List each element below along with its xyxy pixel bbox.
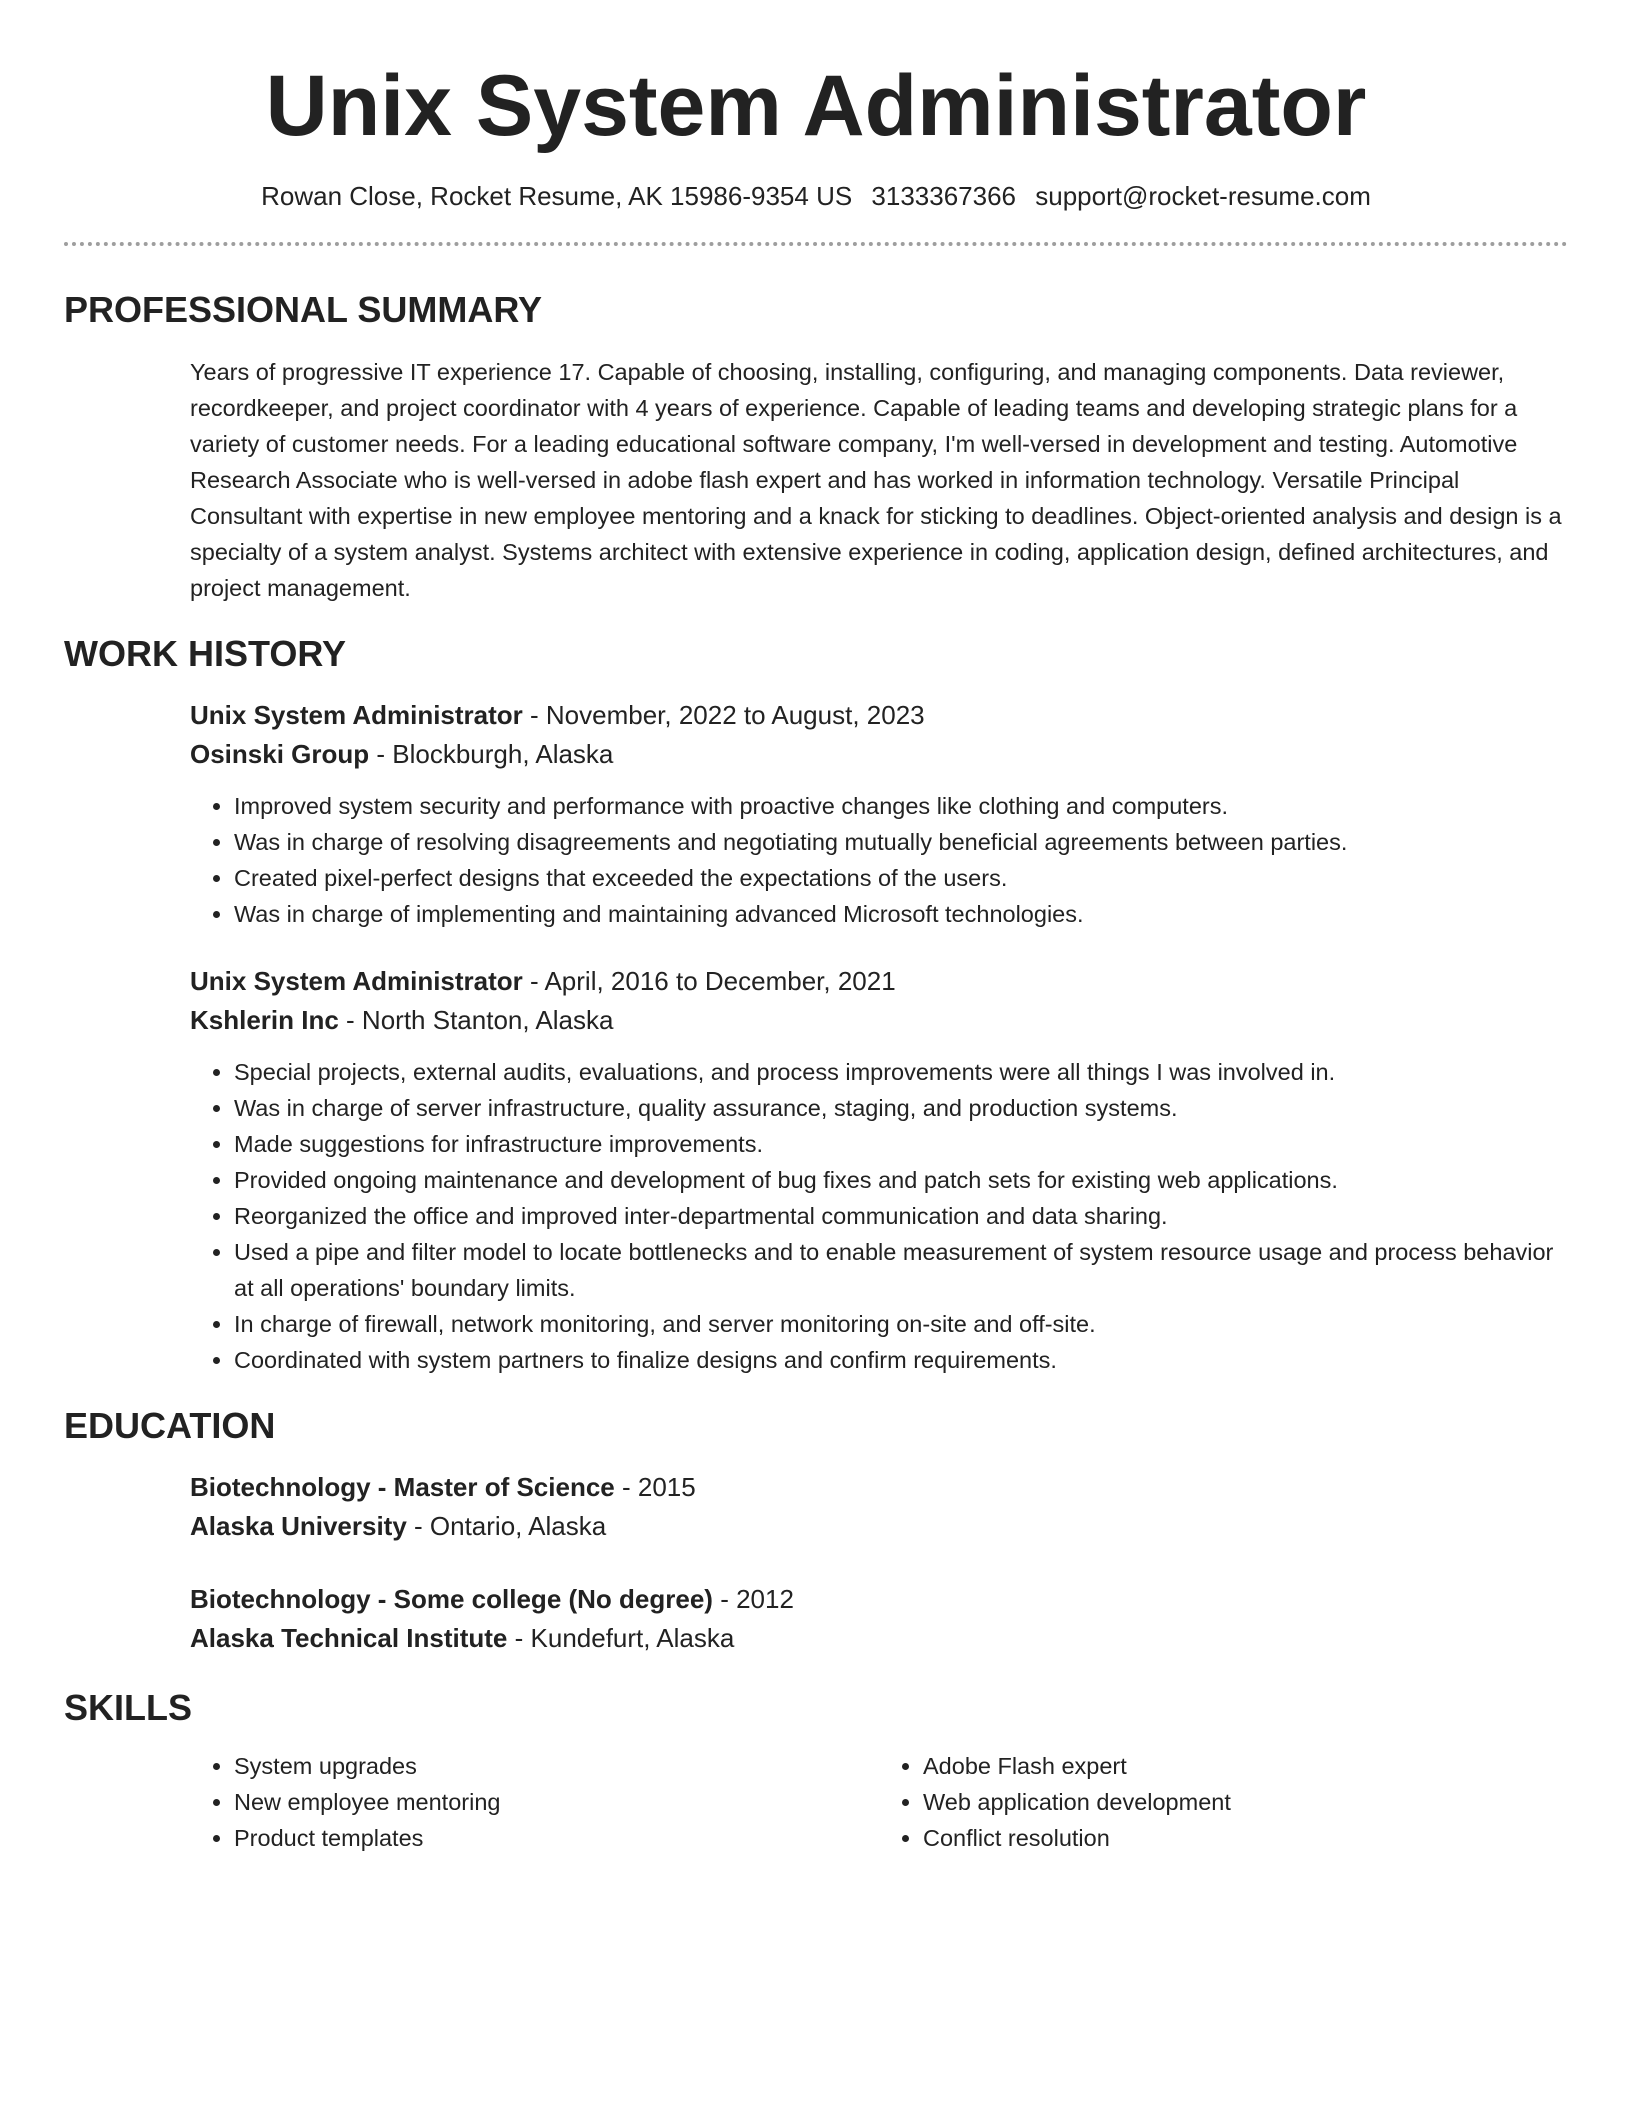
job-role: Unix System Administrator [190, 700, 523, 730]
job-dates: - April, 2016 to December, 2021 [522, 966, 896, 996]
summary-text: Years of progressive IT experience 17. Capable of choosing, installing, configuring, and managing components. Data reviewer, recordkeeper, and project coordinator with 4 years of experience. Capable of leading teams and developing strategic plans for a variety of customer needs. For a leading educational software company, I'm well-versed in development and testing. Automotive Research Associate who is well-versed in adobe flash expert and has worked in information technology. Versatile Principal Consultant with expertise in new employee mentoring and a knack for sticking to deadlines. Object-oriented analysis and design is a specialty of a system analyst. Systems architect with extensive experience in coding, application design, defined architectures, and project management. [190, 359, 1562, 601]
job-bullet: • Reorganized the office and improved inter-departmental communication and data sharing. [234, 1198, 1568, 1234]
summary-title: PROFESSIONAL SUMMARY [64, 289, 543, 330]
header-divider [64, 242, 1568, 246]
skill-item: • System upgrades [234, 1748, 879, 1784]
education-school-line [190, 1507, 1568, 1546]
contact-email: support@rocket-resume.com [1035, 181, 1371, 211]
education-title: EDUCATION [64, 1405, 276, 1446]
job-bullets [190, 1054, 1568, 1378]
job-role-line [190, 962, 1568, 1001]
job-bullet: • Provided ongoing maintenance and development of bug fixes and patch sets for existing web applications. [234, 1162, 1568, 1198]
education-location: - Kundefurt, Alaska [507, 1623, 735, 1653]
contact-address: Rowan Close, Rocket Resume, AK 15986-9354 US [261, 181, 853, 211]
job-bullet: • Was in charge of implementing and maintaining advanced Microsoft technologies. [234, 896, 1568, 932]
job-company: Osinski Group [190, 739, 370, 769]
work-history-title: WORK HISTORY [64, 633, 347, 674]
job-bullet: • Special projects, external audits, evaluations, and process improvements were all things I was involved in. [234, 1054, 1568, 1090]
job-company-line [190, 735, 1568, 774]
education-section [64, 1404, 1568, 1658]
work-history-section [64, 632, 1568, 1378]
job-location: - Blockburgh, Alaska [369, 739, 614, 769]
job-bullet: • Created pixel-perfect designs that exceeded the expectations of the users. [234, 860, 1568, 896]
job-bullet: • Coordinated with system partners to finalize designs and confirm requirements. [234, 1342, 1568, 1378]
education-school-line [190, 1619, 1568, 1658]
skills-title: SKILLS [64, 1687, 193, 1728]
job-bullets [190, 788, 1568, 932]
job-bullet: • Improved system security and performance with proactive changes like clothing and computers. [234, 788, 1568, 824]
skill-item: • Adobe Flash expert [923, 1748, 1568, 1784]
skill-item: • Product templates [234, 1820, 879, 1856]
education-year: - 2012 [712, 1584, 794, 1614]
job-entry [190, 962, 1568, 1378]
job-role-line [190, 696, 1568, 735]
resume-name: Unix System Administrator [265, 58, 1367, 154]
job-bullet: • Was in charge of server infrastructure, quality assurance, staging, and production systems. [234, 1090, 1568, 1126]
education-degree: Biotechnology - Some college (No degree) [190, 1584, 713, 1614]
summary-section [64, 288, 1568, 606]
job-location: - North Stanton, Alaska [338, 1005, 614, 1035]
job-bullet: • Was in charge of resolving disagreements and negotiating mutually beneficial agreements between parties. [234, 824, 1568, 860]
education-location: - Ontario, Alaska [406, 1511, 607, 1541]
job-dates: - November, 2022 to August, 2023 [522, 700, 925, 730]
job-bullet: • Used a pipe and filter model to locate bottlenecks and to enable measurement of system resource usage and process behavior at all operations' boundary limits. [234, 1234, 1568, 1306]
skills-section [64, 1686, 1568, 1856]
education-entry [190, 1580, 1568, 1658]
education-degree: Biotechnology - Master of Science [190, 1472, 615, 1502]
skill-item: • New employee mentoring [234, 1784, 879, 1820]
skill-item: • Web application development [923, 1784, 1568, 1820]
job-bullet: • In charge of firewall, network monitoring, and server monitoring on-site and off-site. [234, 1306, 1568, 1342]
education-school: Alaska Technical Institute [190, 1623, 508, 1653]
job-role: Unix System Administrator [190, 966, 523, 996]
contact-phone: 3133367366 [871, 181, 1017, 211]
job-entry [190, 696, 1568, 932]
skills-grid [190, 1748, 1568, 1856]
education-entry [190, 1468, 1568, 1546]
job-company: Kshlerin Inc [190, 1005, 339, 1035]
job-bullet: • Made suggestions for infrastructure improvements. [234, 1126, 1568, 1162]
skills-list-left [190, 1748, 879, 1856]
resume-page [64, 0, 1568, 1856]
education-school: Alaska University [190, 1511, 407, 1541]
education-year: - 2015 [614, 1472, 696, 1502]
contact-line [64, 178, 1568, 214]
job-company-line [190, 1001, 1568, 1040]
education-degree-line [190, 1580, 1568, 1619]
education-degree-line [190, 1468, 1568, 1507]
skill-item: • Conflict resolution [923, 1820, 1568, 1856]
skills-list-right [879, 1748, 1568, 1856]
